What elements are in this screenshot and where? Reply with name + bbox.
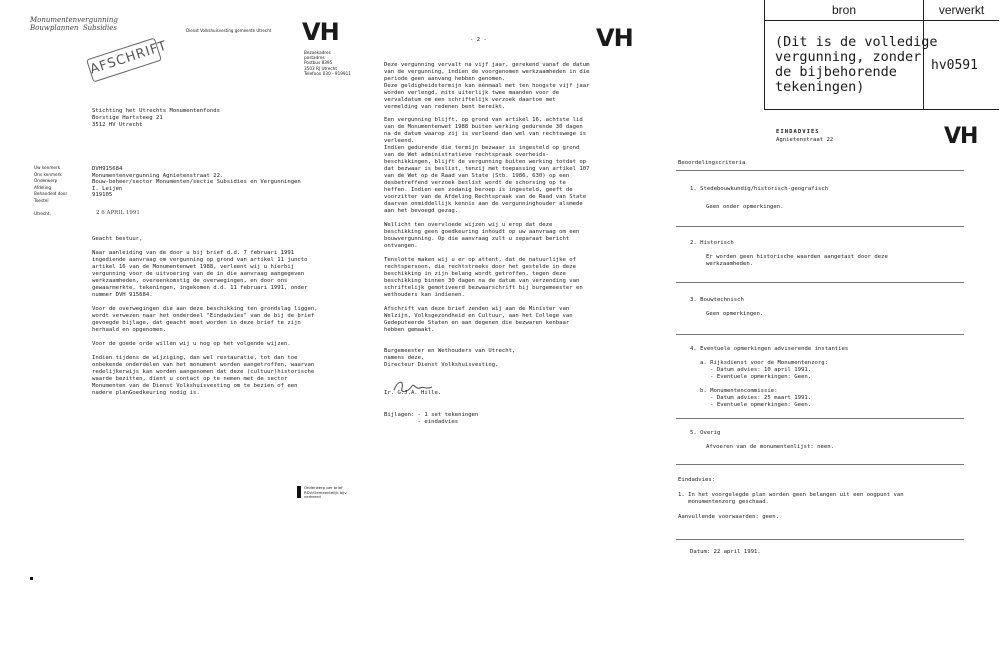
page-number: - 2 -: [470, 37, 487, 43]
section-2-body: Er worden geen historische waarden aangetast door deze werkzaamheden.: [706, 254, 888, 267]
page1-paragraph-2: Voor de overwegingen die aan deze beschikking ten grondslag liggen, wordt verwezen naar het onderdeel "Eindadvies" van de bij de brief gevoegde bijlage, dat geacht moet worden in deze brief te zijn herhaald en opgenomen.: [92, 306, 318, 333]
conditions: Aanvullende voorwaarden: geen.: [678, 514, 780, 520]
divider: [676, 282, 964, 283]
criteria-header: Beoordelingscriteria: [678, 160, 746, 166]
page2-paragraph-3: Wellicht ten overvloede wijzen wij u erop dat deze beschikking geen goedkeuring inhoudt op uw aanvraag om een bouwvergunning. Op die aanvraag zult u separaat bericht ontvangen.: [384, 222, 580, 249]
section-4-title: 4. Eventuele opmerkingen adviserende instanties: [690, 346, 849, 352]
divider: [676, 226, 964, 227]
section-5-body: Afvoeren van de monumentenlijst: neen.: [706, 444, 834, 450]
closing: Burgemeester en Wethouders van Utrecht, namens deze, Directeur Dienst Volkshuisvesting,: [384, 348, 516, 368]
section-3-title: 3. Bouwtechnisch: [690, 297, 744, 303]
footer-marker: [297, 486, 301, 498]
section-5-title: 5. Overig: [690, 430, 721, 436]
section-2-title: 2. Historisch: [690, 240, 734, 246]
source-note-cell: [765, 21, 938, 109]
afschrift-stamp: AFSCHRIFT: [86, 37, 162, 82]
sender-line: Dienst Volkshuisvesting gemeente Utrecht: [186, 28, 272, 33]
divider: [676, 334, 964, 335]
eindadvies-subtitle: Agnietenstraat 22: [776, 137, 834, 143]
page2-paragraph-4: Tenslotte maken wij u er op attent, dat de natuurlijke of rechtspersoon, die rechtstreeks door het gestelde in deze beschikking in zijn belang wordt getroffen, tegen deze beschikking binnen 30 dagen na de datum van verzending van schriftelijk gemotiveerd bezwaarschrift bij burgemeester en wethouders kan indienen.: [384, 257, 583, 298]
advice-date: Datum: 22 april 1991.: [690, 549, 761, 555]
meta-values: DVH915684 Monumentenvergunning Agnietenstraat 22. Bouw-beheer/sector Monumenten/sectie Subsidies en Vergunningen I. Leijen 919105: [92, 166, 301, 199]
source-code: hv0591: [931, 58, 978, 73]
section-1-body: Geen onder opmerkingen.: [706, 204, 784, 210]
vh-logo-page3: VH: [944, 124, 978, 149]
page1-paragraph-4: Indien tijdens de wijziging, dan wel restauratie, tot dan toe onbekende onderdelen van het monument worden aangetroffen, waarvan redelijkerwijs kan worden aangenomen dat deze (cultuur)historische waarde bezitten, dient u contact op te nemen met de sector Monumenten van de Dienst Volkshuisvesting om te bezien of een nadere planGoedkeuring nodig is.: [92, 355, 315, 396]
divider: [676, 170, 964, 171]
final-advice-body: 1. In het voorgelegde plan worden geen belangen uit een oogpunt van monumentenzorg geschaad.: [678, 492, 904, 505]
letter-date: 2 6 APRIL 1991: [96, 210, 140, 216]
signer-name: Ir. G.J.A. Hille.: [384, 390, 442, 396]
source-note: (Dit is de volledige vergunning, zonder de bijbehorende tekeningen): [775, 34, 938, 95]
vh-logo: VH: [302, 18, 339, 46]
section-1-title: 1. Stedebouwkundig/historisch-geografisch: [690, 186, 829, 192]
page2-paragraph-5: Afschrift van deze brief zenden wij aan de Minister van Welzijn, Volksgezondheid en Cultuur, aan het College van Gedeputeerde Staten en aan degenen die bezwaren kenbaar hebben gemaakt.: [384, 306, 573, 333]
footer-note: Onderwerp per brief RDV/Gemeentelijk bijv. verkeerd: [304, 485, 348, 500]
final-advice-title: Eindadvies:: [678, 477, 716, 483]
sender-address: Bezoekadres postadres Postbus 8395 3503 RJ Utrecht Telefoon 030 - 919911: [304, 50, 351, 76]
enclosures: Bijlagen: - 1 set tekeningen - eindadvies: [384, 412, 479, 425]
recipient-address: Stichting het Utrechts Monumentenfonds Borstige Hartsteeg 21 3512 HV Utrecht: [92, 108, 220, 128]
vh-logo-page2: VH: [596, 24, 633, 52]
section-3-body: Geen opmerkingen.: [706, 311, 764, 317]
divider: [676, 418, 964, 419]
page2-paragraph-1: Deze vergunning vervalt na vijf jaar, gerekend vanaf de datum van de vergunning, indien de voorgenomen werkzaamheden in die periode geen aanvang hebben genomen. Deze geldigheidstermijn kan éénmaal met ten hoogste vijf jaar worden verlengd, mits uiterlijk twee maanden voor de vervaldatum om een schriftelijk verzoek daartoe met vermelding van redenen bent bereikt.: [384, 62, 590, 110]
page1-paragraph-1: Naar aanleiding van de door u bij brief d.d. 7 februari 1991 ingediende aanvraag om vergunning op grond van artikel 11 juncto artikel 16 van de Monumentenwet 1988, verleent wij u hierbij vergunning voor de uitvoering van de in die aanvraag aangegeven werkzaamheden, overeenkomstig de overwegingen, en door ons gewaarmerkte, tekeningen, ingekomen d.d. 11 februari 1991, onder nummer DVH 915684.: [92, 250, 308, 298]
eindadvies-title: EINDADVIES: [776, 129, 820, 135]
verwerkt-header: verwerkt: [924, 0, 999, 21]
divider: [676, 464, 964, 465]
source-table: [764, 0, 999, 110]
punch-dot: [30, 577, 33, 580]
salutation: Geacht bestuur,: [92, 236, 143, 242]
bron-header: bron: [765, 0, 924, 21]
meta-labels: Uw kenmerk Ons kenmerk Onderwerp Afdeling Behandeld door Toestel Utrecht,: [34, 165, 68, 217]
page1-paragraph-3: Voor de goede orde willen wij u nog op het volgende wijzen.: [92, 341, 291, 347]
divider: [676, 539, 964, 540]
page2-paragraph-2: Een vergunning blijft, op grond van artikel 16, achtste lid van de Monumentenwet 1988 buiten werking gedurende 30 dagen na de datum waarop zij is verleend dan wel van rechtswege is verleend. Indien gedurende die termijn bezwaar is ingesteld op grond van de Wet administratieve rechtspraak overheids- beschikkingen, blijft de vergunning buiten werking totdat op dat bezwaar is beslist, tenzij met toepassing van artikel 107 van de Wet op de Raad van State (Stb. 1986, 630) op een desbetreffend verzoek beslist wordt de schorsing op te heffen. Indien een zodanig beroep is ingesteld, geeft de voorzitter van de Afdeling Rechtspraak van de Raad van State daarvan onmiddellijk kennis aan de vergunninghouder alsmede aan het bevoegd gezag.: [384, 117, 590, 214]
handwritten-annotation: Monumentenvergunning Bouwplannen Subsidies: [30, 16, 118, 32]
section-4-body: a. Rijksdienst voor de Monumentenzorg: - Datum advies: 10 april 1991. - Eventuele opmerkingen: Geen. b. Monumentencommissie: - Datum advies: 25 maart 1991. - Eventuele opmerkingen: Geen.: [700, 360, 828, 408]
